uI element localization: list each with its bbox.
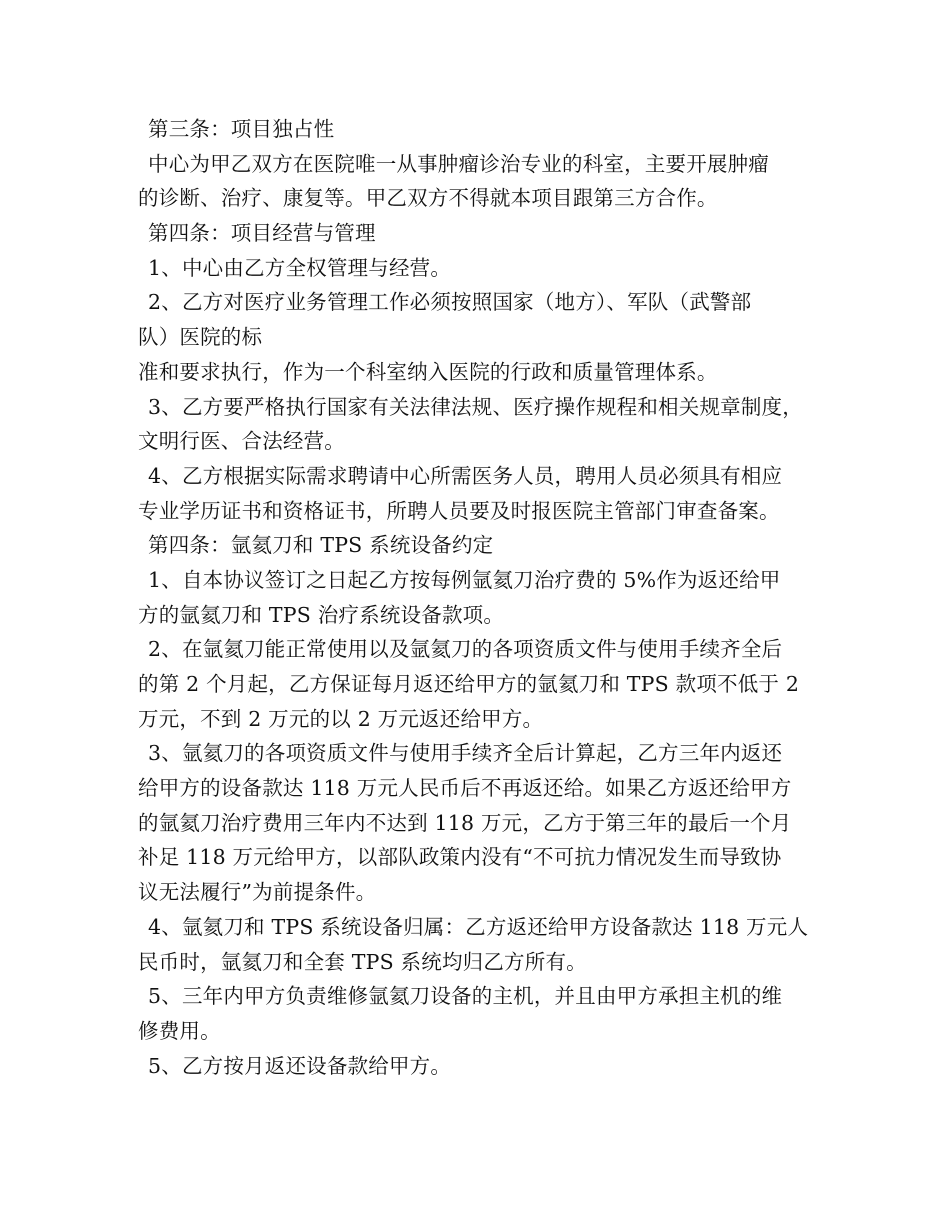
- clause-item-4: 4、氩氦刀和 TPS 系统设备归属：乙方返还给甲方设备款达 118 万元人: [148, 914, 809, 939]
- section-heading-4b: 第四条：氩氦刀和 TPS 系统设备约定: [148, 533, 494, 558]
- paragraph-line: 队）医院的标: [138, 325, 263, 350]
- paragraph-line: 的氩氦刀治疗费用三年内不达到 118 万元，乙方于第三年的最后一个月: [138, 810, 792, 835]
- clause-item-1: 1、中心由乙方全权管理与经营。: [148, 255, 452, 280]
- document-page: [138, 112, 828, 1083]
- paragraph-line: 文明行医、合法经营。: [138, 429, 345, 454]
- clause-item-5b: 5、乙方按月返还设备款给甲方。: [148, 1053, 452, 1078]
- clause-item-3: 3、氩氦刀的各项资质文件与使用手续齐全后计算起，乙方三年内返还: [148, 741, 783, 766]
- paragraph-line: 万元，不到 2 万元的以 2 万元返还给甲方。: [138, 706, 544, 731]
- paragraph-line: 的诊断、治疗、康复等。甲乙双方不得就本项目跟第三方合作。: [138, 186, 718, 211]
- paragraph-line: 方的氩氦刀和 TPS 治疗系统设备款项。: [138, 602, 505, 627]
- paragraph-line: 民币时，氩氦刀和全套 TPS 系统均归乙方所有。: [138, 949, 587, 974]
- section-heading-3: 第三条：项目独占性: [148, 117, 335, 141]
- paragraph-line: 补足 118 万元给甲方，以部队政策内没有“不可抗力情况发生而导致协: [138, 845, 782, 870]
- clause-item-4: 4、乙方根据实际需求聘请中心所需医务人员，聘用人员必须具有相应: [148, 463, 783, 488]
- paragraph-line: 修费用。: [138, 1018, 221, 1043]
- paragraph-line: 议无法履行”为前提条件。: [138, 880, 377, 905]
- clause-item-2: 2、在氩氦刀能正常使用以及氩氦刀的各项资质文件与使用手续齐全后: [148, 637, 783, 662]
- clause-item-3: 3、乙方要严格执行国家有关法律法规、医疗操作规程和相关规章制度，: [148, 394, 803, 419]
- clause-item-2: 2、乙方对医疗业务管理工作必须按照国家（地方）、军队（武警部: [148, 290, 752, 315]
- clause-item-1: 1、自本协议签订之日起乙方按每例氩氦刀治疗费的 5%作为返还给甲: [148, 567, 781, 592]
- section-heading-4: 第四条：项目经营与管理: [148, 221, 376, 246]
- paragraph-line: 专业学历证书和资格证书，所聘人员要及时报医院主管部门审查备案。: [138, 498, 780, 523]
- paragraph-line: 给甲方的设备款达 118 万元人民币后不再返还给。如果乙方返还给甲方: [138, 776, 792, 801]
- paragraph-line: 准和要求执行，作为一个科室纳入医院的行政和质量管理体系。: [138, 359, 718, 384]
- paragraph-line: 中心为甲乙双方在医院唯一从事肿瘤诊治专业的科室，主要开展肿瘤: [148, 151, 769, 176]
- clause-item-5: 5、三年内甲方负责维修氩氦刀设备的主机，并且由甲方承担主机的维: [148, 984, 783, 1009]
- paragraph-line: 的第 2 个月起，乙方保证每月返还给甲方的氩氦刀和 TPS 款项不低于 2: [138, 672, 800, 696]
